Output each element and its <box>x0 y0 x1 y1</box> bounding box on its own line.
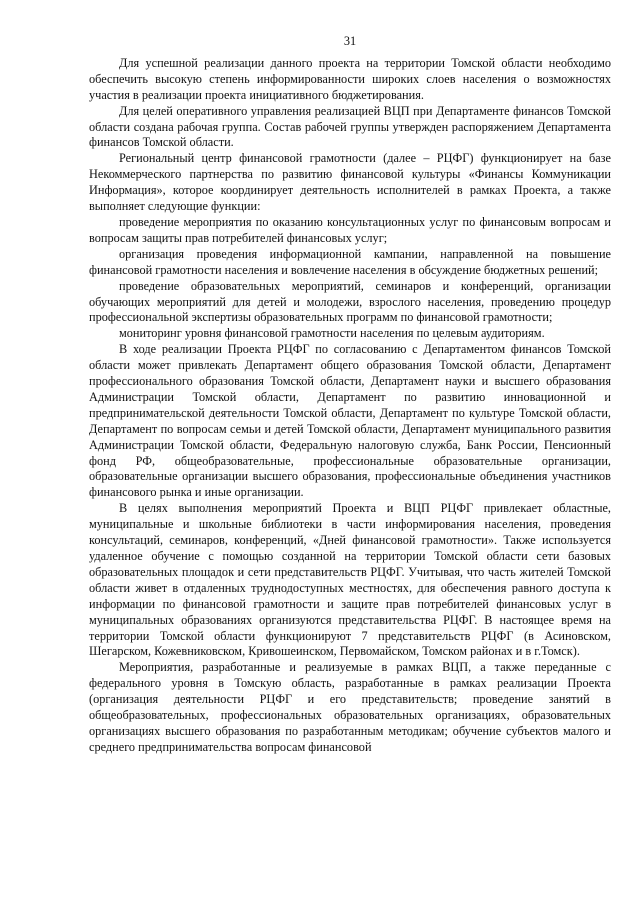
paragraph-activities: Мероприятия, разработанные и реализуемые в рамках ВЦП, а также переданные с федерального уровня в Томскую область, разработанные в рамках реализации Проекта (организация деятельности РЦФГ и его представительств; проведение занятий в общеобразовательных, профессиональных образовательных организациях, образовательных организациях высшего образования по разработанным методикам; обучение субъектов малого и среднего предпринимательства вопросам финансовой <box>89 660 611 754</box>
paragraph-involved-departments: В ходе реализации Проекта РЦФГ по согласованию с Департаментом финансов Томской области может привлекать Департамент общего образования Томской области, Департамент профессионального образования Томской области, Департамент науки и высшего образования Администрации Томской области, Департамент по развитию инновационной и предпринимательской деятельности Томской области, Департамент по культуре Томской области, Департамент по вопросам семьи и детей Томской области, Департамент муниципального развития Администрации Томской области, Федеральную налоговую служба, Банк России, Пенсионный фонд РФ, общеобразовательные, профессиональные образовательные организации, образовательные организации высшего образования, профессиональные объединения участников финансового рынка и иные организации. <box>89 342 611 500</box>
paragraph-information-coverage: Для успешной реализации данного проекта на территории Томской области необходимо обеспечить высокую степень информированности широких слоев населения о возможностях участия в реализации проекта инициативного бюджетирования. <box>89 55 611 102</box>
list-item-consultations: проведение мероприятия по оказанию консультационных услуг по финансовым вопросам и вопросам защиты прав потребителей финансовых услуг; <box>89 214 611 245</box>
list-item-information-campaign: организация проведения информационной кампании, направленной на повышение финансовой грамотности населения и вовлечение населения в обсуждение бюджетных решений; <box>89 246 611 277</box>
document-page <box>89 34 611 756</box>
paragraph-working-group: Для целей оперативного управления реализацией ВЦП при Департаменте финансов Томской области создана рабочая группа. Состав рабочей группы утвержден распоряжением Департамента финансов Томской области. <box>89 103 611 150</box>
page-number: 31 <box>343 34 357 48</box>
paragraph-rcfg-functions: Региональный центр финансовой грамотности (далее – РЦФГ) функционирует на базе Некоммерческого партнерства по развитию финансовой культуры «Финансы Коммуникации Информация», которое координирует деятельность исполнителей в рамках Проекта, а также выполняет следующие функции: <box>89 151 611 214</box>
list-item-monitoring: мониторинг уровня финансовой грамотности населения по целевым аудиториям. <box>119 326 545 341</box>
paragraph-libraries-representations: В целях выполнения мероприятий Проекта и ВЦП РЦФГ привлекает областные, муниципальные и школьные библиотеки в части информирования населения, проведения консультаций, семинаров, конференций, «Дней финансовой грамотности». Также используется удаленное обучение с помощью созданной на территории Томской области сети базовых образовательных площадок и сети представительств РЦФГ. Учитывая, что часть жителей Томской области живет в отдаленных труднодоступных местностях, для обеспечения равного доступа к информации по финансовой грамотности и защите прав потребителей финансовых услуг в муниципальных образованиях организуются представительства РЦФГ. В настоящее время на территории Томской области функционируют 7 представительств РЦФГ (в Асиновском, Шегарском, Кожевниковском, Кривошеинском, Первомайском, Томском районах и в г.Томск). <box>89 501 611 659</box>
list-item-educational-events: проведение образовательных мероприятий, семинаров и конференций, организации обучающих мероприятий для детей и молодежи, взрослого населения, проведению процедур профессиональной экспертизы образовательных программ по финансовой грамотности; <box>89 278 611 325</box>
